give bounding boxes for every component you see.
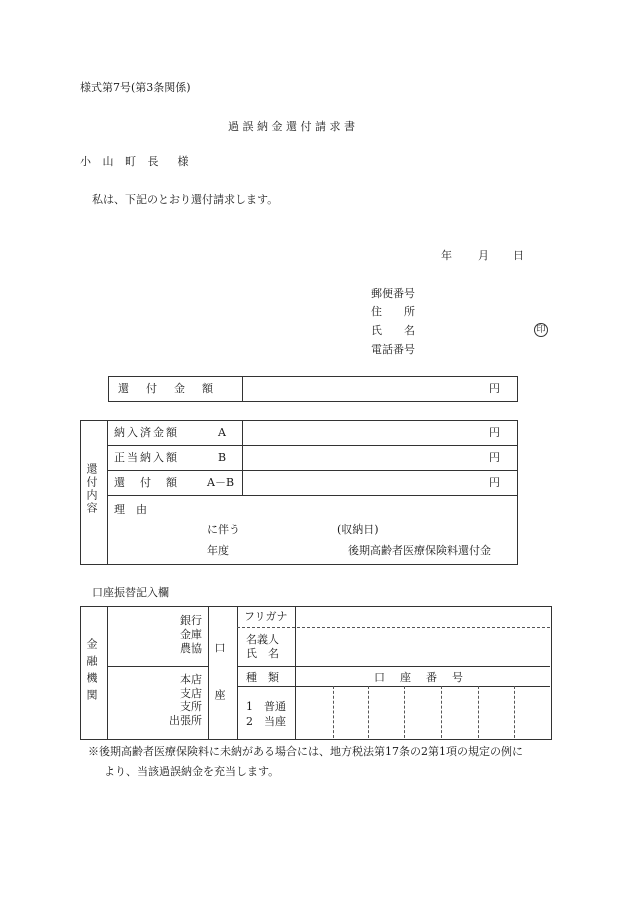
reason-label: 理 由 [114,503,147,516]
form-number: 様式第7号(第3条関係) [80,81,191,94]
refund-details-side-label: 還付内容 [85,463,98,515]
financial-institution-label: 金融機関 [85,638,98,706]
due-to-text: に伴う [207,523,240,536]
refund-amount-unit: 円 [489,382,500,395]
correct-amount-code: B [218,451,227,464]
account-label: 口座 [213,642,226,736]
branch-type-office: 支所 [180,700,202,713]
branch-type-sub: 出張所 [169,713,202,727]
account-type-current: 2 当座 [246,715,286,728]
fiscal-year-text: 年度 [207,544,229,557]
paid-amount-label: 納入済金額 [114,426,179,439]
date-year: 年 [441,249,452,262]
refund-row-label: 還 付 額 [114,476,179,489]
footnote-line-1: ※後期高齢者医療保険料に未納がある場合には、地方税法第17条の2第1項の規定の例に [88,745,523,758]
refund-row-code: A－B [207,476,235,489]
footnote-line-2: より、当該過誤納金を充当します。 [104,765,280,778]
date-month: 月 [478,249,489,262]
holder-label-1: 名義人 [246,633,279,646]
account-type-ordinary: 1 普通 [246,700,286,713]
date-day: 日 [513,249,524,262]
bank-type-list [150,614,202,656]
bank-type-bank: 銀行 [180,614,202,627]
bank-type-shinkin: 金庫 [180,628,202,641]
account-number-label: 口 座 番 号 [374,671,465,684]
address-label: 住 所 [371,305,415,318]
intro-text: 私は、下記のとおり還付請求します。 [92,193,279,206]
refund-type-text: 後期高齢者医療保険料還付金 [348,544,491,557]
name-label: 氏 名 [371,324,415,337]
receipt-date-text: (収納日) [337,523,379,536]
refund-row-unit: 円 [489,476,500,489]
branch-type-branch: 支店 [180,686,202,700]
branch-type-list [150,673,202,727]
document-title: 過 誤 納 金 還 付 請 求 書 [228,120,355,133]
refund-amount-label: 還 付 金 額 [118,382,216,395]
postal-code-label: 郵便番号 [371,287,415,300]
paid-amount-unit: 円 [489,426,500,439]
transfer-section-heading: 口座振替記入欄 [92,586,169,599]
addressee: 小 山 町 長 様 [80,155,193,168]
seal-mark: 印 [534,323,548,337]
account-type-label: 種 類 [246,671,279,684]
phone-label: 電話番号 [371,343,415,356]
branch-type-head: 本店 [180,673,202,686]
correct-amount-unit: 円 [489,451,500,464]
bank-type-agri: 農協 [180,642,202,655]
paid-amount-code: A [218,426,226,439]
holder-label-2: 氏 名 [246,647,279,660]
furigana-label: フリガナ [244,610,288,623]
correct-amount-label: 正当納入額 [114,451,179,464]
